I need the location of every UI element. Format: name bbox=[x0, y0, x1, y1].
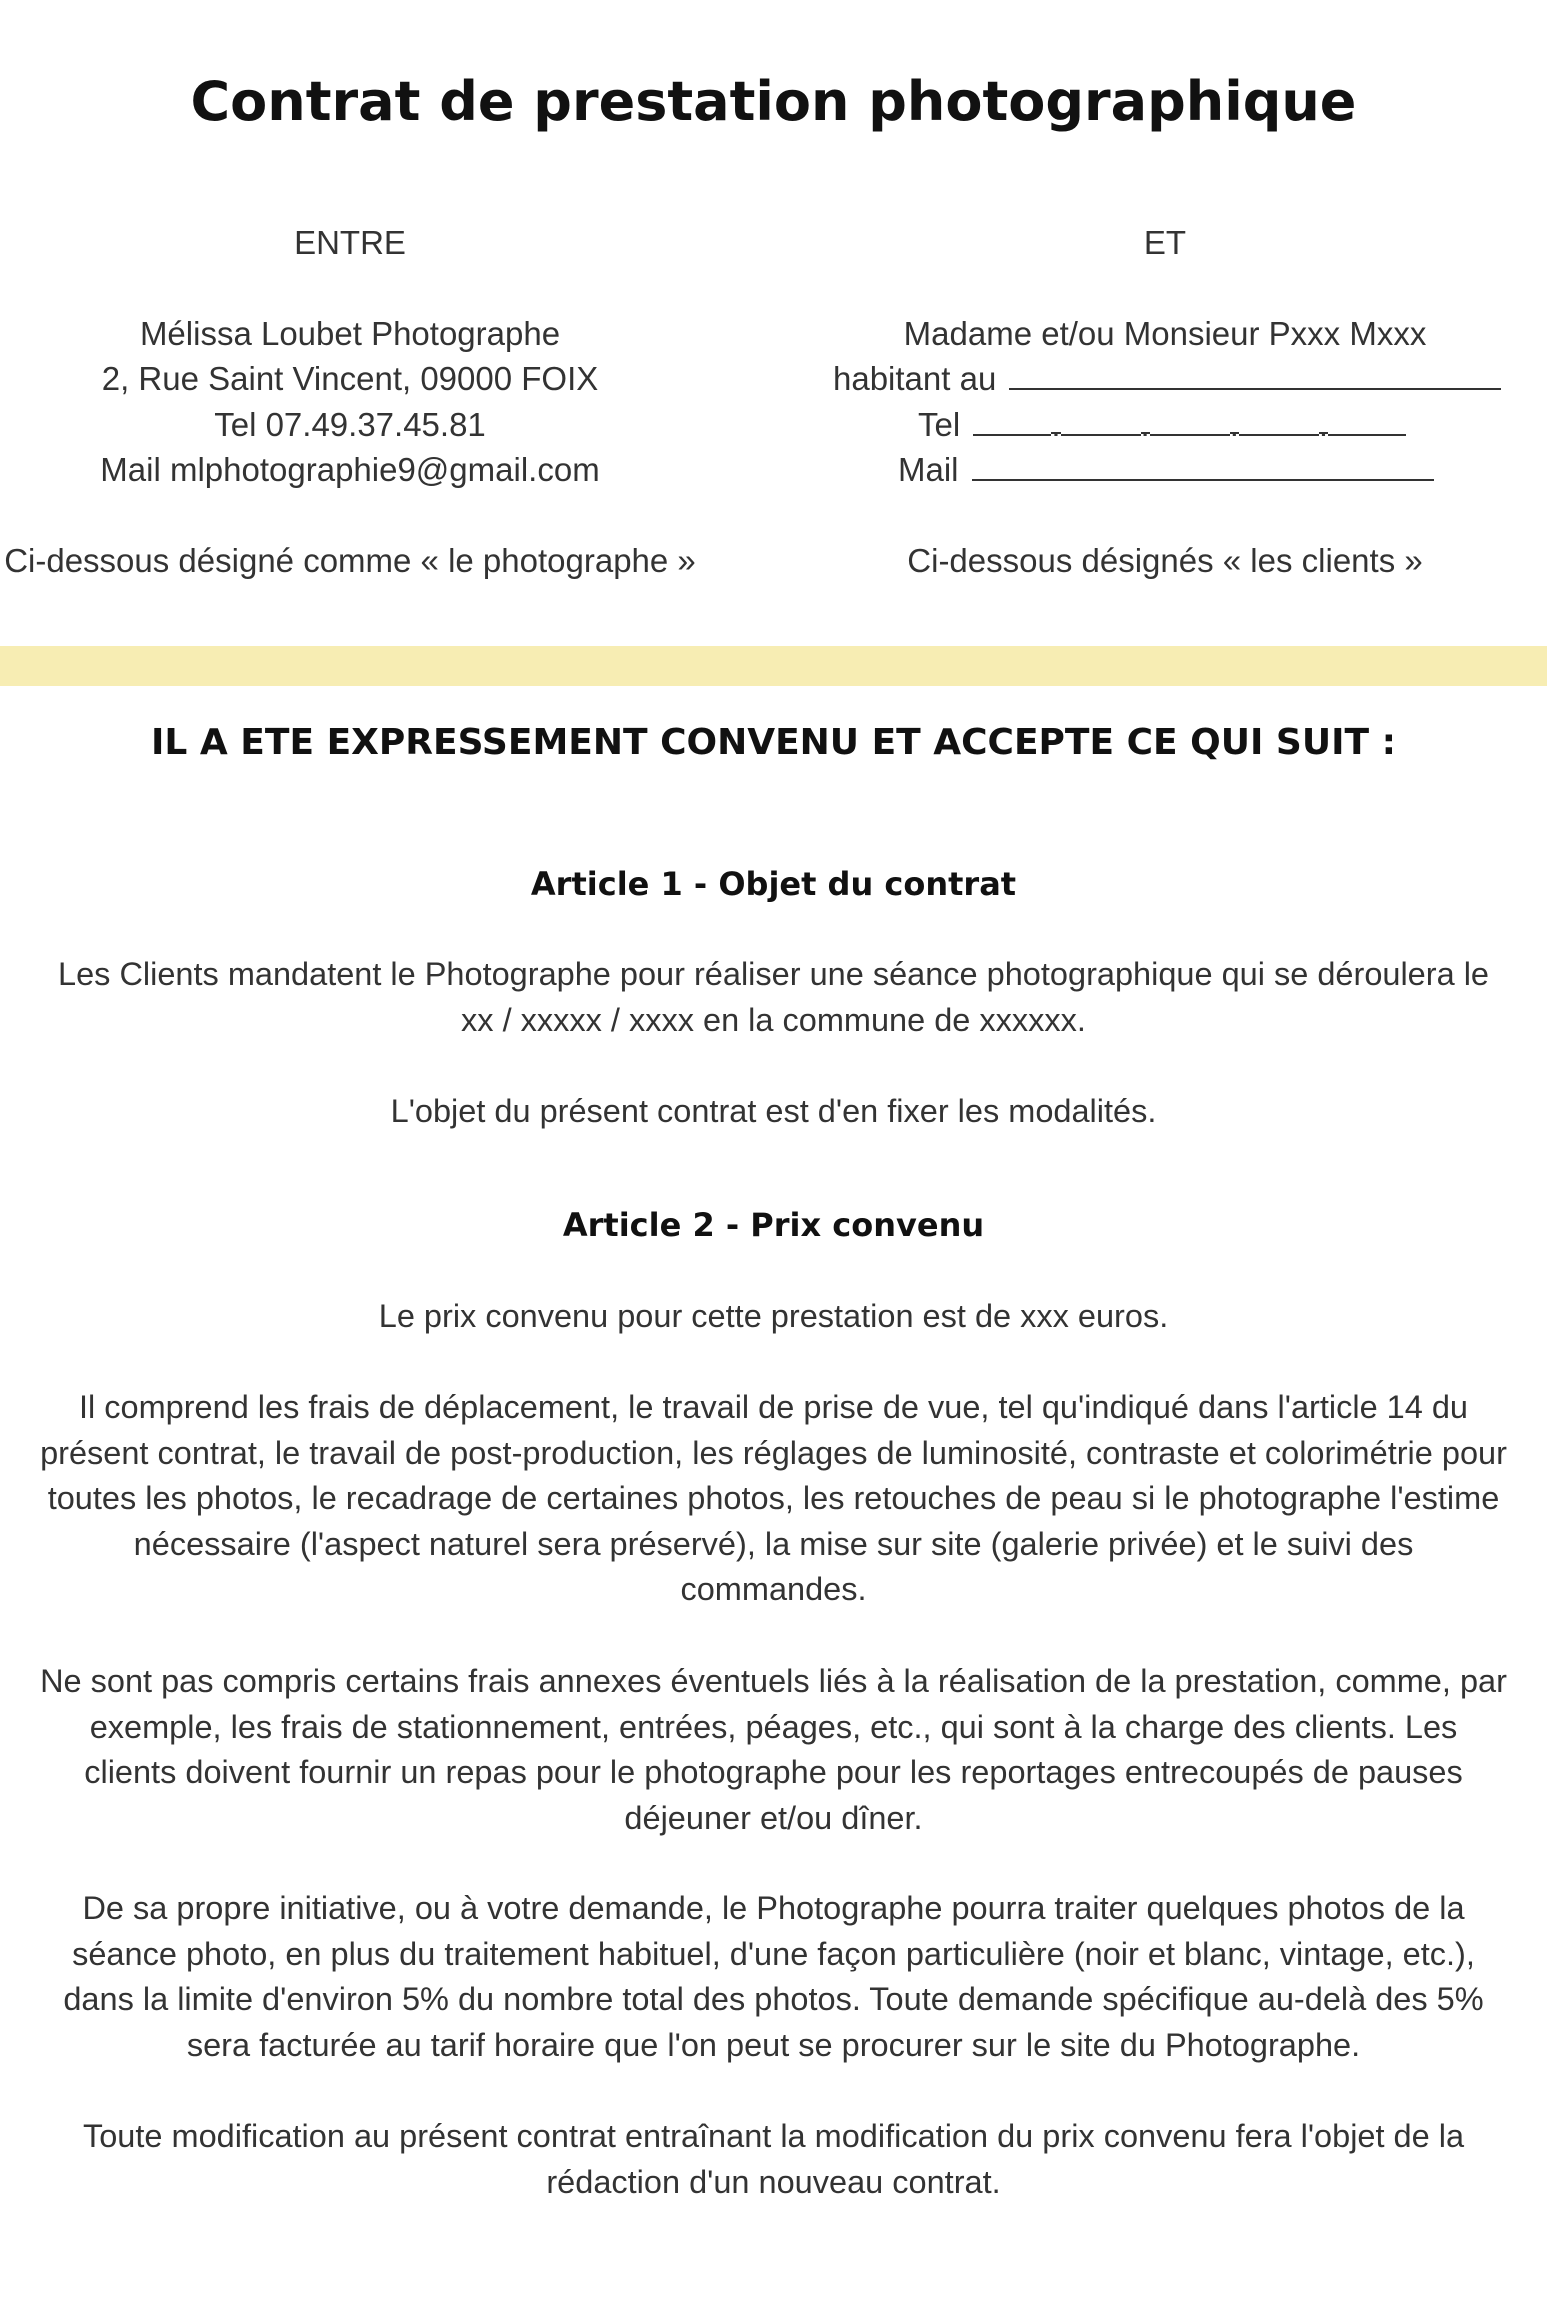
clients-tel-separator: . bbox=[1230, 402, 1239, 434]
article2-paragraph-3: Ne sont pas compris certains frais annexes éventuels liés à la réalisation de la prestation, comme, par exemple, les frais de stationnement, entrées, péages, etc., qui sont à la charge des clients. Les clients doivent fournir un repas pour le photographe pour les reportages entrecoupés de pauses déjeuner et/ou dîner. bbox=[40, 1663, 1507, 1836]
clients-tel-field-4[interactable] bbox=[1239, 404, 1319, 436]
clients-mail-field[interactable] bbox=[972, 449, 1434, 481]
photographer-tel: Tel 07.49.37.45.81 bbox=[214, 405, 486, 443]
article1-title: Article 1 - Objet du contrat bbox=[530, 865, 1017, 903]
article1-paragraph-1: Les Clients mandatent le Photographe pour réaliser une séance photographique qui se déroulera le xx / xxxxx / xxxx en la commune de xxxxxx. bbox=[58, 956, 1489, 1038]
article2-paragraph-5: Toute modification au présent contrat entraînant la modification du prix convenu fera l'objet de la rédaction d'un nouveau contrat. bbox=[82, 2118, 1465, 2200]
article2-paragraph-1: Le prix convenu pour cette prestation est de xxx euros. bbox=[378, 1298, 1169, 1334]
agreement-heading: IL A ETE EXPRESSEMENT CONVENU ET ACCEPTE CE QUI SUIT : bbox=[151, 722, 1396, 763]
divider-band bbox=[0, 646, 1547, 686]
clients-tel-field-3[interactable] bbox=[1150, 404, 1230, 436]
article1-paragraph-2: L'objet du présent contrat est d'en fixer les modalités. bbox=[390, 1093, 1157, 1129]
clients-address-row bbox=[800, 356, 1530, 402]
article2-paragraph-2: Il comprend les frais de déplacement, le travail de prise de vue, tel qu'indiqué dans l'article 14 du présent contrat, le travail de post-production, les réglages de luminosité, contraste et colorimétrie pour toutes les photos, le recadrage de certaines photos, les retouches de peau si le photographe l'estime nécessaire (l'aspect naturel sera préservé), la mise sur site (galerie privée) et le suivi des commandes. bbox=[40, 1389, 1507, 1607]
photographer-address: 2, Rue Saint Vincent, 09000 FOIX bbox=[101, 360, 599, 397]
photographer-mail: Mail mlphotographie9@gmail.com bbox=[100, 451, 600, 488]
clients-mail-label: Mail bbox=[898, 451, 959, 488]
clients-address-field[interactable] bbox=[1009, 358, 1501, 390]
article2-paragraph-4: De sa propre initiative, ou à votre demande, le Photographe pourra traiter quelques photos de la séance photo, en plus du traitement habituel, d'une façon particulière (noir et blanc, vintage, etc.), dans la limite d'environ 5% du nombre total des photos. Toute demande spécifique au-delà des 5% sera facturée au tarif horaire que l'on peut se procurer sur le site du Photographe. bbox=[63, 1890, 1484, 2063]
photographer-name: Mélissa Loubet Photographe bbox=[139, 314, 561, 352]
clients-tel-separator: . bbox=[1141, 402, 1150, 434]
clients-heading: ET bbox=[1143, 224, 1187, 261]
clients-name: Madame et/ou Monsieur Pxxx Mxxx bbox=[903, 314, 1427, 352]
photographer-block bbox=[0, 220, 700, 583]
clients-block bbox=[800, 220, 1530, 583]
clients-tel-field-2[interactable] bbox=[1061, 404, 1141, 436]
clients-tel-field-1[interactable] bbox=[973, 404, 1051, 436]
clients-tel-field-5[interactable] bbox=[1328, 404, 1406, 436]
document-title: Contrat de prestation photographique bbox=[190, 70, 1357, 133]
clients-address-label: habitant au bbox=[833, 360, 997, 397]
clients-mail-row bbox=[800, 447, 1530, 493]
clients-tel-separator: . bbox=[1319, 402, 1328, 434]
photographer-designation: Ci-dessous désigné comme « le photographe » bbox=[4, 541, 696, 579]
clients-designation: Ci-dessous désignés « les clients » bbox=[907, 541, 1423, 579]
clients-tel-separator: . bbox=[1051, 402, 1060, 434]
photographer-heading: ENTRE bbox=[294, 224, 406, 261]
clients-tel-label: Tel bbox=[918, 405, 961, 443]
article2-title: Article 2 - Prix convenu bbox=[562, 1206, 985, 1244]
clients-tel-row bbox=[800, 402, 1530, 448]
